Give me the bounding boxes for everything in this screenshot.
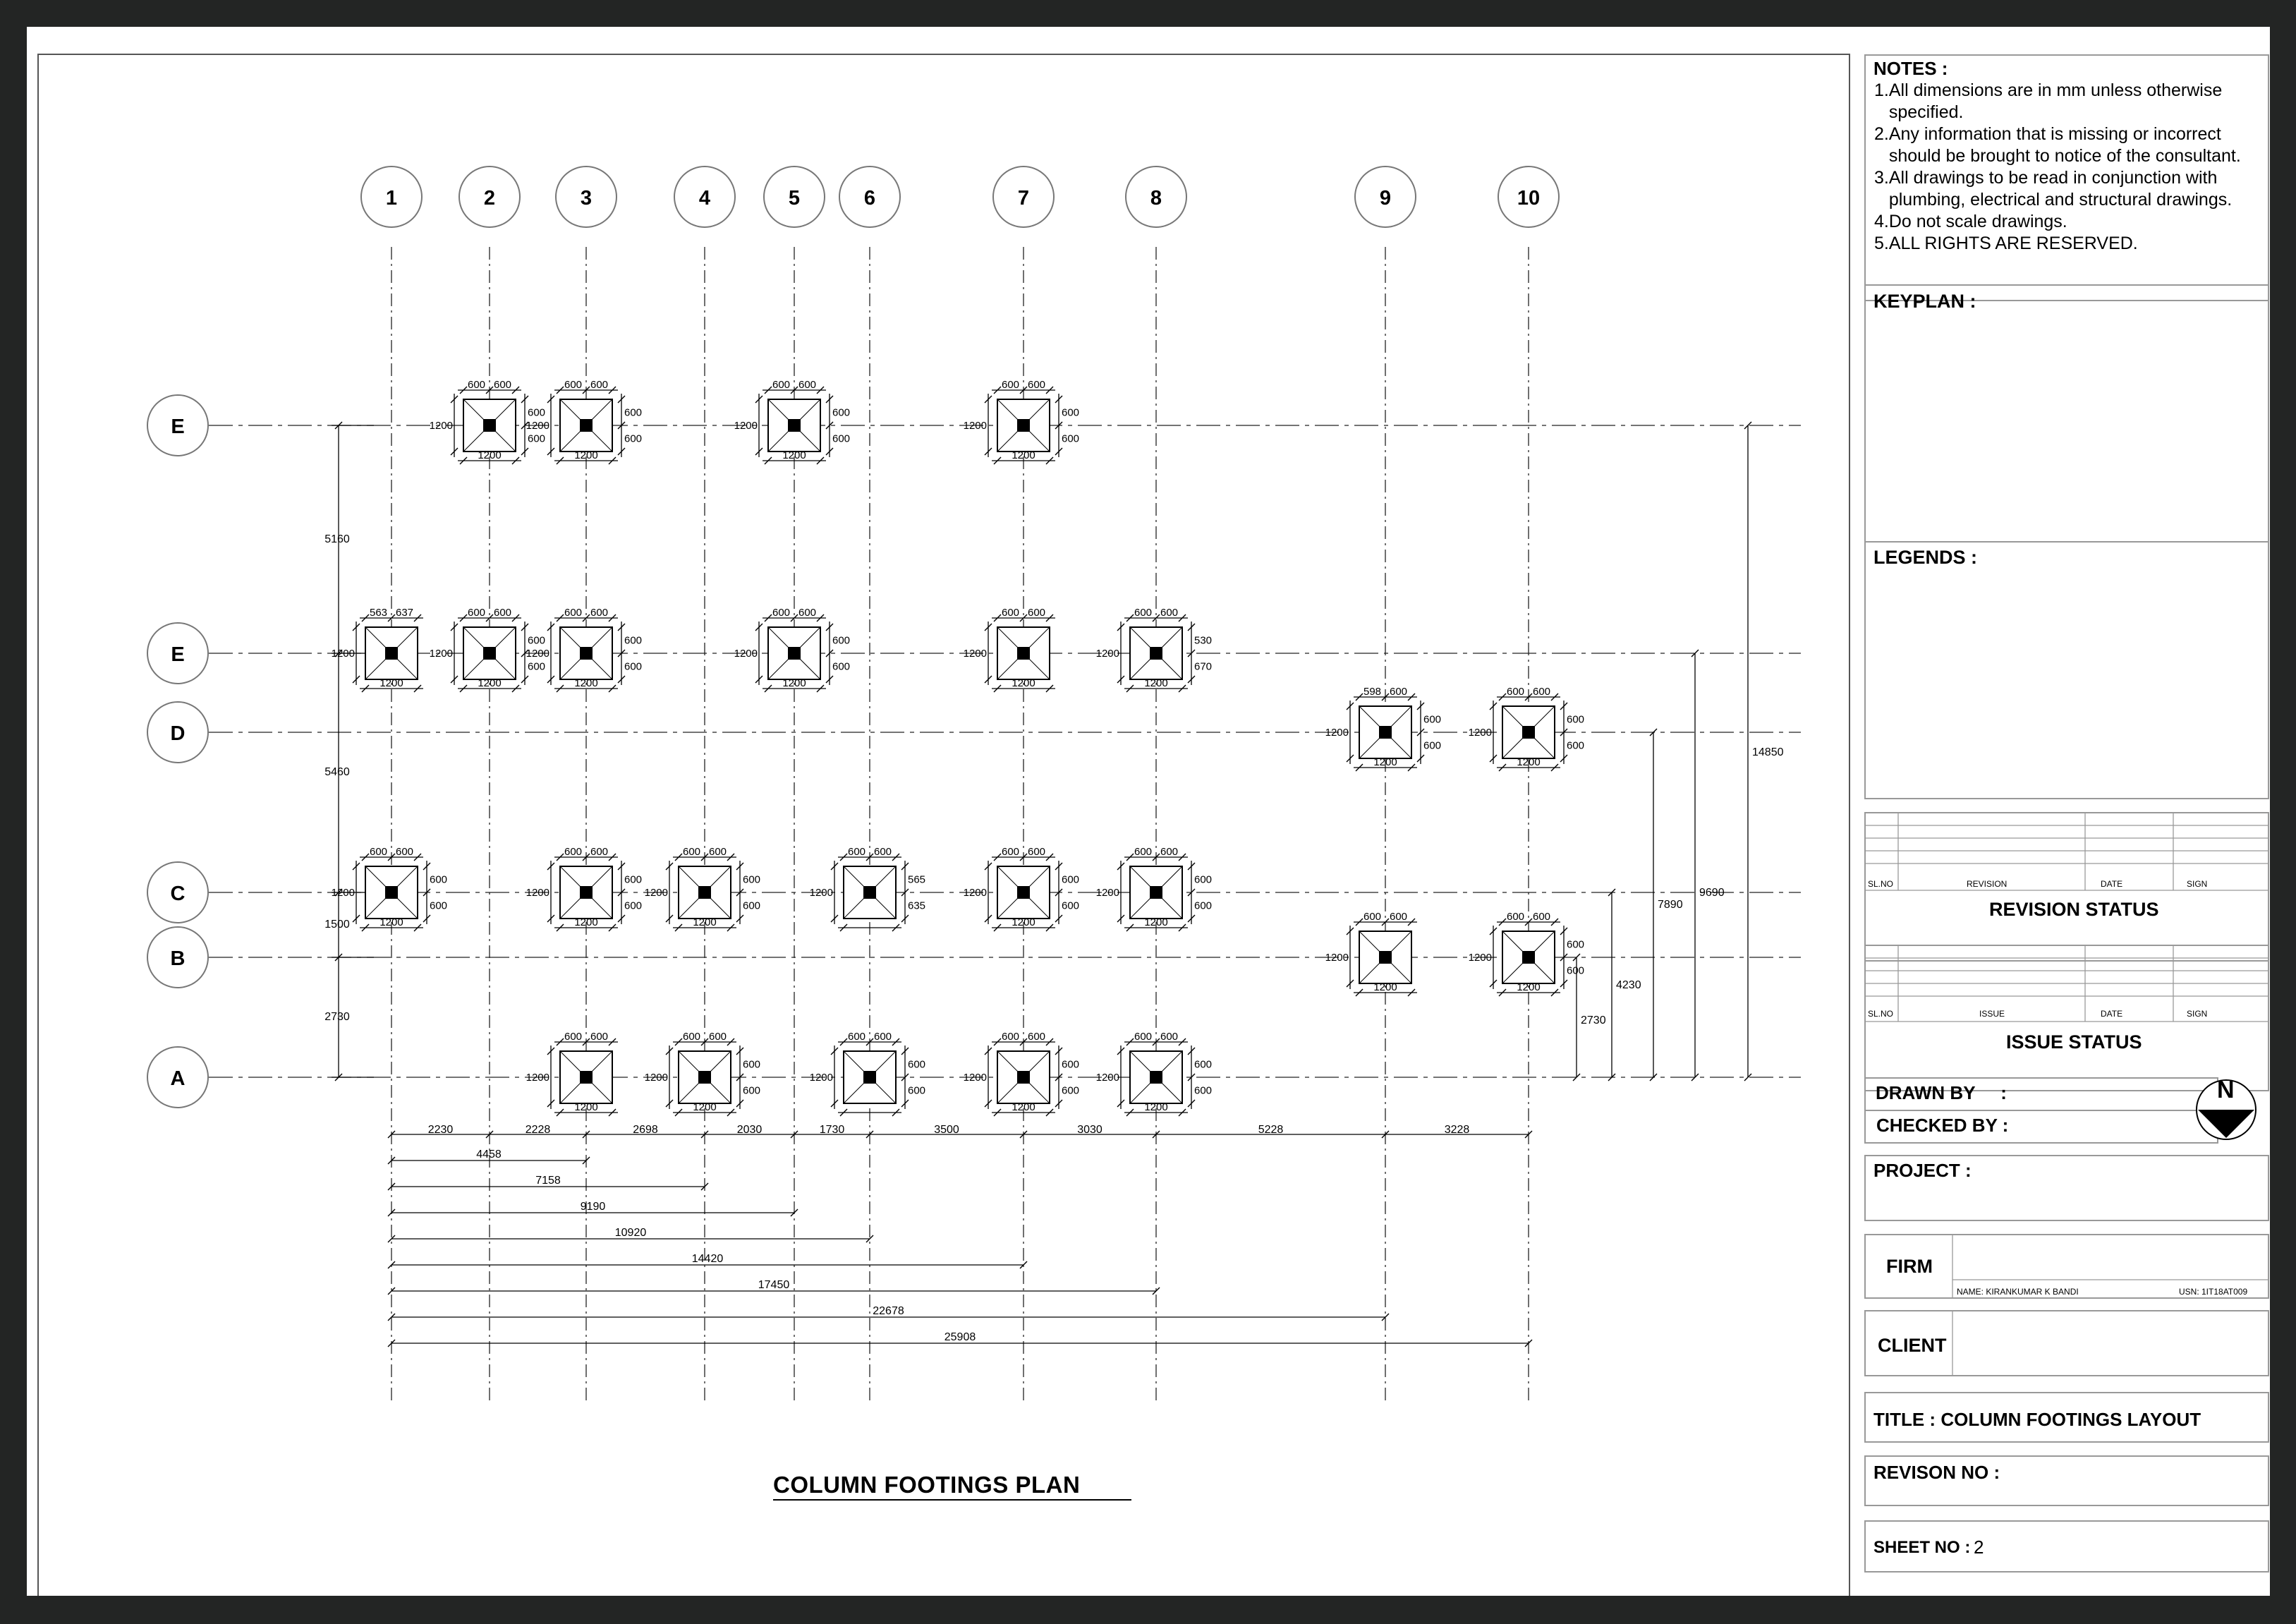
footing [964, 379, 1079, 464]
footing [1096, 1031, 1212, 1116]
column-pier [1522, 951, 1535, 964]
footing-dim-label: 600 [1134, 1031, 1153, 1043]
footing-dim-label: 1200 [526, 648, 549, 660]
footing-dim-label: 1200 [963, 887, 987, 899]
footing-dim-label: 530 [1194, 634, 1213, 647]
footing-dim-label: 600 [624, 873, 643, 886]
footing-dim-label: 1200 [478, 677, 502, 689]
dim-label: 2730 [1581, 1014, 1606, 1026]
grid-bubble-label: 4 [698, 187, 711, 210]
dim-label: 7890 [1658, 899, 1683, 911]
footing-dim-label: 600 [832, 660, 851, 673]
column-pier [1522, 726, 1535, 739]
footing-dim-label: 600 [743, 1058, 761, 1071]
footing-dim-label: 600 [1001, 1031, 1020, 1043]
footing-dim-label: 600 [873, 846, 892, 858]
footing-dim-label: 600 [682, 846, 701, 858]
footing-dim-label: 600 [1532, 911, 1551, 923]
footing-dim-label: 600 [1423, 739, 1442, 752]
dim-label: 2030 [736, 1124, 763, 1136]
column-pier [580, 1071, 593, 1084]
footing-dim-label: 600 [430, 899, 448, 912]
footing [1325, 911, 1417, 996]
keyplan-box [1865, 285, 2268, 542]
footing-dim-label: 1200 [1012, 677, 1035, 689]
footing-dim-label: 1200 [644, 1072, 668, 1084]
dim-label: 5228 [1258, 1124, 1284, 1136]
grid-bubble-label: 6 [863, 187, 876, 210]
footing-dim-label: 600 [1506, 686, 1525, 698]
footing-dim-label: 600 [624, 660, 643, 673]
column-pier [580, 886, 593, 899]
footing-dim-label: 600 [1160, 846, 1179, 858]
sheet-no-value: 2 [1974, 1537, 1984, 1558]
footing-dim-label: 1200 [1095, 1072, 1119, 1084]
dimension-lines [324, 422, 1783, 1347]
column-pier [385, 886, 398, 899]
footing-dim-label: 600 [493, 607, 512, 619]
footing [332, 607, 423, 692]
footing-dim-label: 600 [624, 634, 643, 647]
issue-col-slno: SL.NO [1868, 1009, 1894, 1019]
revision-col-sign: SIGN [2187, 879, 2208, 889]
column-pier [698, 1071, 711, 1084]
column-pier [863, 1071, 876, 1084]
footing-dim-label: 600 [1567, 739, 1585, 752]
dim-label: 22678 [873, 1305, 904, 1317]
grid-bubble-label: E [171, 416, 185, 438]
footing-dim-label: 600 [1062, 873, 1080, 886]
footing-dim-label: 600 [1062, 406, 1080, 419]
north-label: N [2217, 1077, 2235, 1103]
footing-dim-label: 637 [395, 607, 414, 619]
footing-dim-label: 600 [682, 1031, 701, 1043]
footing-dim-label: 600 [743, 1084, 761, 1097]
column-pier [1017, 647, 1030, 660]
footing-dim-label: 600 [1062, 1058, 1080, 1071]
plan-title: COLUMN FOOTINGS PLAN [773, 1472, 1081, 1498]
footing [526, 379, 642, 464]
column-pier [1017, 419, 1030, 432]
footing-dim-label: 600 [493, 379, 512, 391]
footing-dim-label: 635 [908, 899, 926, 912]
revision-box [1865, 813, 2268, 961]
column-pier [1379, 951, 1392, 964]
footing-dim-label: 600 [467, 607, 486, 619]
footing [526, 607, 642, 692]
footing-dim-label: 1200 [478, 449, 502, 461]
footing-dim-label: 600 [1389, 911, 1408, 923]
footing-dim-label: 600 [908, 1058, 926, 1071]
footing [526, 846, 642, 931]
footing-dim-label: 600 [1027, 379, 1046, 391]
footing-dim-label: 1200 [1144, 916, 1168, 928]
grid-bubble-label: 7 [1017, 187, 1030, 210]
dim-label: 3228 [1444, 1124, 1470, 1136]
footing-dim-label: 600 [1062, 432, 1080, 445]
footing-dim-label: 1200 [1012, 1101, 1035, 1113]
footing [734, 607, 850, 692]
dim-label: 3500 [934, 1124, 959, 1136]
column-pier [483, 647, 496, 660]
column-pier [863, 886, 876, 899]
dim-label: 2730 [324, 1011, 350, 1023]
footing-dim-label: 600 [1363, 911, 1382, 923]
grid-bubble-label: 1 [385, 187, 398, 210]
footing-dim-label: 600 [430, 873, 448, 886]
note-line: specified. [1874, 102, 1964, 122]
footing-dim-label: 600 [1160, 607, 1179, 619]
dim-label: 2230 [427, 1124, 454, 1136]
dim-label: 14850 [1752, 746, 1784, 758]
footing-dim-label: 600 [624, 406, 643, 419]
dim-label: 1730 [819, 1124, 845, 1136]
footing-dim-label: 600 [1567, 713, 1585, 726]
grid-bubbles [147, 166, 1559, 1108]
note-line: 5.ALL RIGHTS ARE RESERVED. [1874, 234, 2138, 253]
footing-dim-label: 600 [832, 634, 851, 647]
footing [964, 1031, 1079, 1116]
footing-dim-label: 600 [528, 660, 546, 673]
revision-col-slno: SL.NO [1868, 879, 1894, 889]
footing-dim-label: 598 [1363, 686, 1382, 698]
footing-dim-label: 1200 [963, 1072, 987, 1084]
footing-dim-label: 1200 [963, 648, 987, 660]
footing-dim-label: 600 [1001, 379, 1020, 391]
footing-dim-label: 600 [467, 379, 486, 391]
footing-dim-label: 1200 [331, 648, 355, 660]
footing-dim-label: 670 [1194, 660, 1213, 673]
footing-dim-label: 600 [873, 1031, 892, 1043]
footing [734, 379, 850, 464]
grid-bubble-label: E [171, 643, 185, 666]
footing [645, 846, 760, 931]
footing-dim-label: 600 [564, 846, 583, 858]
column-pier [1150, 647, 1162, 660]
dim-label: 9190 [580, 1201, 606, 1213]
footing-dim-label: 600 [564, 607, 583, 619]
footing-dim-label: 1200 [782, 449, 806, 461]
footing-dim-label: 600 [708, 846, 727, 858]
column-pier [580, 419, 593, 432]
footing-dim-label: 1200 [644, 887, 668, 899]
footing-dim-label: 1200 [693, 1101, 717, 1113]
column-pier [788, 419, 801, 432]
column-pier [1150, 886, 1162, 899]
footing-dim-label: 600 [564, 379, 583, 391]
footing-dim-label: 1200 [1144, 1101, 1168, 1113]
footing-dim-label: 600 [798, 379, 817, 391]
footing-dim-label: 600 [528, 406, 546, 419]
footing-dim-label: 1200 [1144, 677, 1168, 689]
footing [1096, 846, 1212, 931]
footing-dim-label: 1200 [1373, 756, 1397, 768]
footing-dim-label: 1200 [809, 1072, 833, 1084]
footing-dim-label: 600 [1160, 1031, 1179, 1043]
footing-dim-label: 600 [1532, 686, 1551, 698]
footing-dim-label: 1200 [574, 449, 598, 461]
grid-bubble-label: 2 [483, 187, 496, 210]
footing-dim-label: 1200 [526, 1072, 549, 1084]
footing-dim-label: 600 [1423, 713, 1442, 726]
issue-col-date: DATE [2101, 1009, 2123, 1019]
footing-dim-label: 600 [1567, 964, 1585, 977]
note-line: 2.Any information that is missing or incorrect [1874, 124, 2221, 144]
footing [810, 1031, 925, 1116]
note-line: 3.All drawings to be read in conjunction with [1874, 168, 2218, 188]
footing-dim-label: 600 [1062, 899, 1080, 912]
footing-dim-label: 1200 [693, 916, 717, 928]
footing [964, 846, 1079, 931]
column-pier [788, 647, 801, 660]
footing-dim-label: 600 [1194, 899, 1213, 912]
issue-status-label: ISSUE STATUS [2006, 1031, 2142, 1053]
footing-dim-label: 1200 [1095, 887, 1119, 899]
footing-dim-label: 1200 [1012, 916, 1035, 928]
dim-label: 14420 [691, 1253, 724, 1265]
dim-label: 7158 [535, 1175, 561, 1187]
footing-dim-label: 600 [1027, 846, 1046, 858]
firm-usn: USN: 1IT18AT009 [2179, 1287, 2248, 1297]
dim-label: 1500 [324, 919, 350, 931]
revision-col-revision: REVISION [1967, 879, 2008, 889]
footing [645, 1031, 760, 1116]
dim-label: 2698 [633, 1124, 658, 1136]
footing-dim-label: 1200 [1517, 981, 1541, 993]
footing-dim-label: 600 [832, 406, 851, 419]
footing [964, 607, 1055, 692]
grid-bubble-label: 8 [1150, 187, 1162, 210]
footing-dim-label: 600 [564, 1031, 583, 1043]
footing [1325, 686, 1441, 771]
footing-dim-label: 600 [590, 607, 609, 619]
footing-dim-label: 600 [798, 607, 817, 619]
column-pier [1379, 726, 1392, 739]
footing-dim-label: 600 [369, 846, 388, 858]
footing-dim-label: 1200 [1517, 756, 1541, 768]
plan-drawing [27, 27, 2270, 1596]
note-line: plumbing, electrical and structural drawings. [1874, 190, 2233, 210]
footing-dim-label: 600 [708, 1031, 727, 1043]
footing-dim-label: 600 [908, 1084, 926, 1097]
footing-dim-label: 1200 [734, 420, 758, 432]
legends-label: LEGENDS : [1873, 547, 1978, 568]
revision-no-label: REVISON NO : [1873, 1462, 2000, 1483]
footing [1469, 911, 1584, 996]
column-pier [385, 647, 398, 660]
footing-dim-label: 600 [1001, 607, 1020, 619]
revision-col-date: DATE [2101, 879, 2123, 889]
footing-dim-label: 1200 [782, 677, 806, 689]
issue-col-sign: SIGN [2187, 1009, 2208, 1019]
revision-status-label: REVISION STATUS [1989, 899, 2159, 920]
footing-dim-label: 600 [772, 607, 791, 619]
client-label: CLIENT [1878, 1335, 1947, 1356]
footings [332, 379, 1584, 1116]
footing-dim-label: 1200 [1373, 981, 1397, 993]
note-line: should be brought to notice of the consultant. [1874, 146, 2241, 166]
footing-dim-label: 1200 [429, 420, 453, 432]
footing-dim-label: 563 [369, 607, 388, 619]
footing-dim-label: 600 [528, 432, 546, 445]
dim-label: 5160 [324, 533, 350, 545]
footing-dim-label: 1200 [526, 887, 549, 899]
footing-dim-label: 1200 [574, 916, 598, 928]
footing-dim-label: 1200 [734, 648, 758, 660]
note-line: 4.Do not scale drawings. [1874, 212, 2067, 231]
dim-label: 4230 [1616, 979, 1641, 991]
grid-bubble-label: C [170, 883, 186, 905]
footing-dim-label: 600 [624, 432, 643, 445]
issue-col-issue: ISSUE [1979, 1009, 2005, 1019]
footing-dim-label: 1200 [809, 887, 833, 899]
footing [1096, 607, 1212, 692]
column-pier [698, 886, 711, 899]
footing-dim-label: 1200 [963, 420, 987, 432]
footing-dim-label: 1200 [574, 1101, 598, 1113]
footing-dim-label: 600 [1062, 1084, 1080, 1097]
footing-dim-label: 600 [1001, 846, 1020, 858]
grid-bubble-label: A [170, 1067, 186, 1090]
column-pier [1150, 1071, 1162, 1084]
grid-bubble-label: 9 [1379, 187, 1392, 210]
dim-label: 25908 [944, 1331, 976, 1343]
footing-dim-label: 600 [743, 899, 761, 912]
footing-dim-label: 1200 [1325, 727, 1349, 739]
footing-dim-label: 600 [590, 846, 609, 858]
footing-dim-label: 600 [528, 634, 546, 647]
footing-dim-label: 1200 [1095, 648, 1119, 660]
dim-label: 2228 [525, 1124, 551, 1136]
footing-dim-label: 600 [590, 1031, 609, 1043]
footing-dim-label: 1200 [429, 648, 453, 660]
footing-dim-label: 600 [1506, 911, 1525, 923]
grid-bubble-label: 3 [580, 187, 593, 210]
drawing-frame [38, 54, 1849, 1596]
project-label: PROJECT : [1873, 1160, 1972, 1181]
keyplan-label: KEYPLAN : [1873, 291, 1976, 312]
footing-dim-label: 1200 [379, 677, 403, 689]
dim-label: 17450 [758, 1279, 790, 1291]
footing-dim-label: 600 [1567, 938, 1585, 951]
drawing-border [38, 54, 1849, 1596]
legends-box [1865, 542, 2268, 799]
sheet-no-label: SHEET NO : [1873, 1538, 1971, 1557]
footing-dim-label: 600 [772, 379, 791, 391]
column-pier [1017, 886, 1030, 899]
footing-dim-label: 600 [743, 873, 761, 886]
footing-dim-label: 600 [1194, 1058, 1213, 1071]
checked-by-label: CHECKED BY : [1876, 1115, 2009, 1136]
drawing-title: TITLE : COLUMN FOOTINGS LAYOUT [1873, 1409, 2201, 1430]
plan-title-underline [773, 1499, 1131, 1501]
footing-dim-label: 1200 [379, 916, 403, 928]
footing-dim-label: 600 [1027, 1031, 1046, 1043]
grid-bubble-label: D [170, 722, 186, 745]
footing [810, 846, 925, 931]
footing-dim-label: 600 [590, 379, 609, 391]
footing-dim-label: 600 [1194, 873, 1213, 886]
drawing-sheet [27, 27, 2270, 1596]
dim-label: 9690 [1699, 887, 1725, 899]
firm-label: FIRM [1886, 1256, 1933, 1277]
footing [526, 1031, 618, 1116]
footing-dim-label: 600 [1134, 846, 1153, 858]
footing-dim-label: 1200 [1325, 952, 1349, 964]
footing-dim-label: 1200 [1012, 449, 1035, 461]
dim-label: 3030 [1077, 1124, 1103, 1136]
footing-dim-label: 600 [1389, 686, 1408, 698]
grid-bubble-label: B [170, 947, 186, 970]
dim-label: 4458 [476, 1149, 502, 1161]
note-line: 1.All dimensions are in mm unless otherwise [1874, 80, 2223, 100]
footing-dim-label: 600 [395, 846, 414, 858]
footing [1469, 686, 1584, 771]
notes-title: NOTES : [1873, 58, 1948, 79]
drawn-by-label: DRAWN BY : [1876, 1082, 2007, 1103]
footing-dim-label: 600 [1134, 607, 1153, 619]
firm-name: NAME: KIRANKUMAR K BANDI [1957, 1287, 2079, 1297]
footing-dim-label: 600 [847, 846, 866, 858]
footing-dim-label: 600 [624, 899, 643, 912]
footing-dim-label: 565 [908, 873, 926, 886]
footing-dim-label: 1200 [1468, 952, 1492, 964]
footing-dim-label: 600 [1027, 607, 1046, 619]
column-pier [1017, 1071, 1030, 1084]
footing-dim-label: 1200 [526, 420, 549, 432]
column-pier [483, 419, 496, 432]
grid-bubble-label: 10 [1517, 187, 1541, 210]
footing-dim-label: 600 [1194, 1084, 1213, 1097]
dim-label: 5460 [324, 766, 350, 778]
grid-bubble-label: 5 [788, 187, 801, 210]
issue-box [1865, 945, 2268, 1091]
footing-dim-label: 1200 [574, 677, 598, 689]
footing-dim-label: 600 [832, 432, 851, 445]
footing-dim-label: 600 [847, 1031, 866, 1043]
footing-dim-label: 1200 [1468, 727, 1492, 739]
footing-dim-label: 1200 [331, 887, 355, 899]
dim-label: 10920 [614, 1227, 647, 1239]
column-pier [580, 647, 593, 660]
